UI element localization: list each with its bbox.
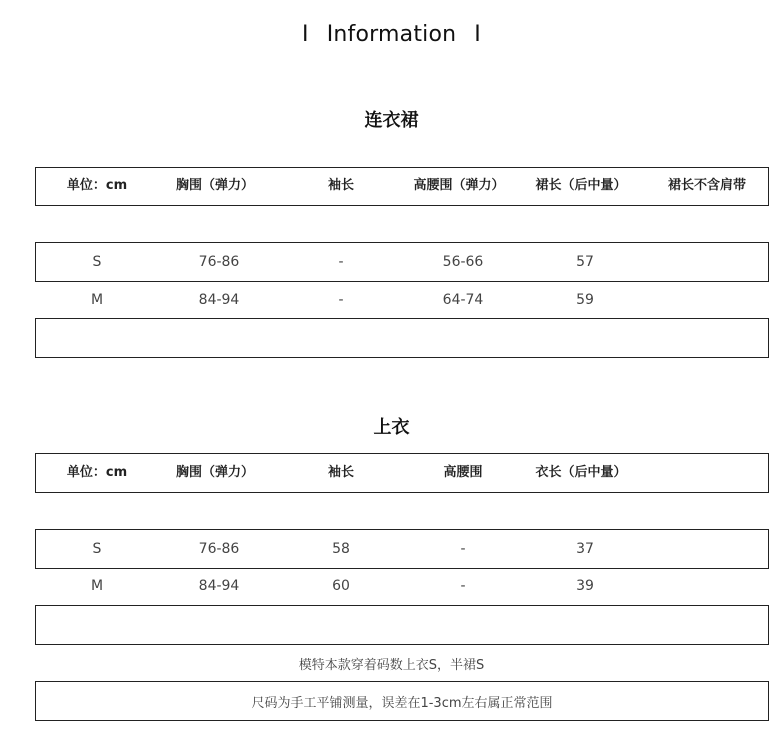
dress-empty-row-box <box>35 318 769 358</box>
table-row <box>35 530 769 568</box>
waist-value: 56-66 <box>442 254 484 270</box>
title-bar-left: I <box>302 22 309 47</box>
length-value: 37 <box>576 541 594 557</box>
sleeve-value: - <box>338 254 344 270</box>
dress-header-length-no-strap: 裙长不含肩带 <box>667 178 747 193</box>
dress-header-bust: 胸围（弹力） <box>175 178 255 193</box>
dress-header-length: 裙长（后中量） <box>535 178 627 193</box>
table-row <box>35 567 769 605</box>
top-header-unit: 单位：cm <box>66 465 128 480</box>
measure-note-box <box>35 681 769 721</box>
dress-header-sleeve: 袖长 <box>327 178 355 193</box>
waist-value: 64-74 <box>442 292 484 308</box>
sleeve-value: 60 <box>332 578 350 594</box>
top-header-length: 衣长（后中量） <box>535 465 627 480</box>
dress-header-row <box>35 167 769 205</box>
bust-value: 84-94 <box>198 578 240 594</box>
top-empty-row-box <box>35 605 769 645</box>
model-size-note: 模特本款穿着码数上衣S，半裙S <box>298 658 485 673</box>
size-label: M <box>90 292 104 308</box>
table-row <box>35 281 769 319</box>
sleeve-value: - <box>338 292 344 308</box>
dress-header-unit: 单位：cm <box>66 178 128 193</box>
length-value: 57 <box>576 254 594 270</box>
bust-value: 76-86 <box>198 541 240 557</box>
waist-value: - <box>460 541 466 557</box>
title-bar-right: I <box>474 22 481 47</box>
table-row <box>35 243 769 281</box>
dress-heading: 连衣裙 <box>364 110 419 131</box>
size-label: S <box>92 541 102 557</box>
title-text: Information <box>326 22 457 47</box>
dress-header-waist: 高腰围（弹力） <box>413 178 505 193</box>
measure-note: 尺码为手工平铺测量，误差在1-3cm左右属正常范围 <box>251 695 553 711</box>
sleeve-value: 58 <box>332 541 350 557</box>
top-heading: 上衣 <box>373 417 410 438</box>
waist-value: - <box>460 578 466 594</box>
length-value: 59 <box>576 292 594 308</box>
top-header-row <box>35 454 769 492</box>
top-header-bust: 胸围（弹力） <box>175 465 255 480</box>
bust-value: 76-86 <box>198 254 240 270</box>
top-header-waist: 高腰围 <box>443 465 483 480</box>
page-title <box>0 22 783 47</box>
length-value: 39 <box>576 578 594 594</box>
size-label: M <box>90 578 104 594</box>
size-label: S <box>92 254 102 270</box>
bust-value: 84-94 <box>198 292 240 308</box>
top-header-sleeve: 袖长 <box>327 465 355 480</box>
